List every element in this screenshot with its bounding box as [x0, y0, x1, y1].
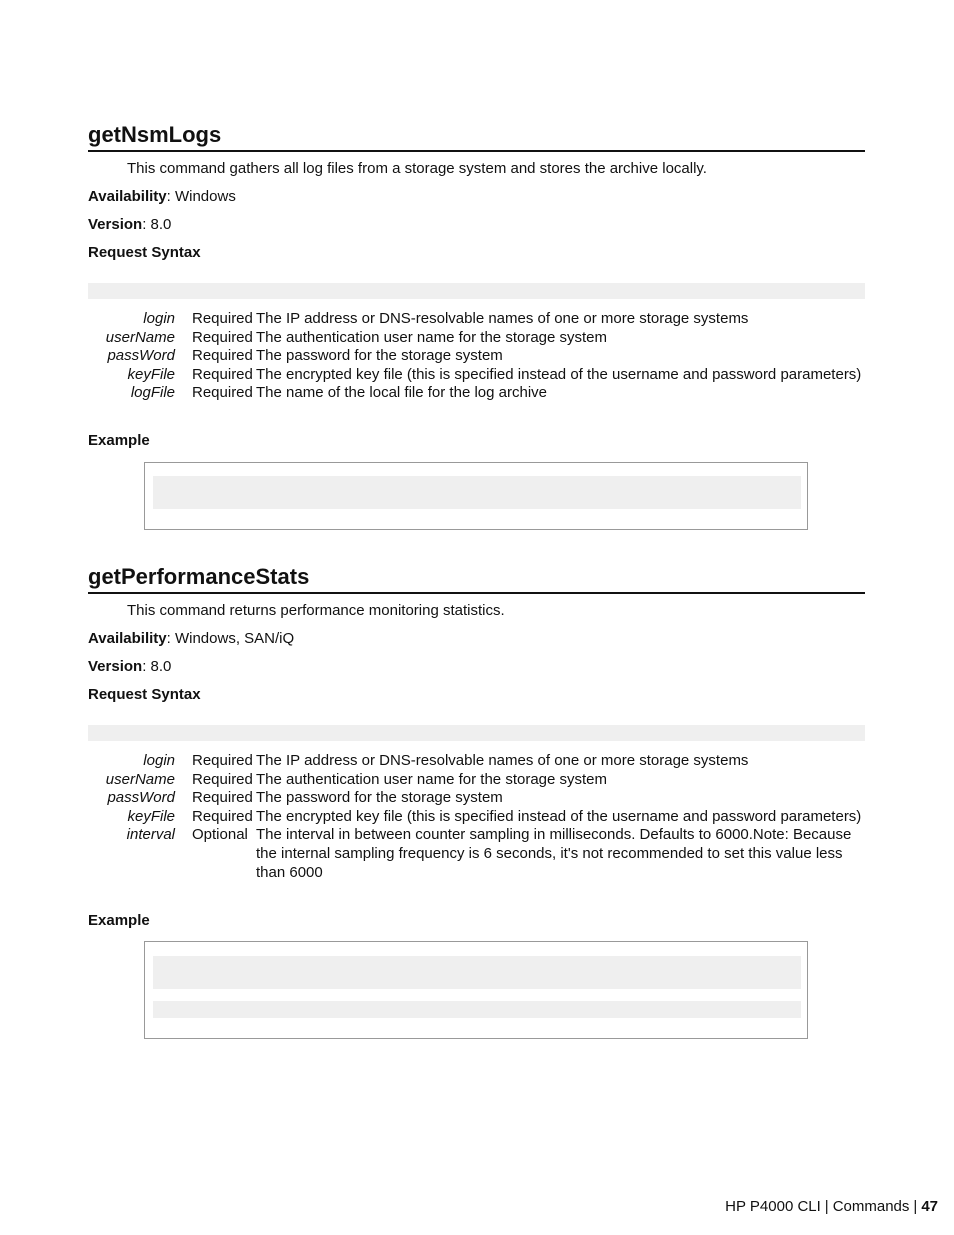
code-line	[153, 1001, 801, 1018]
parameter-name: passWord	[107, 347, 175, 365]
section-title: getPerformanceStats	[88, 563, 865, 594]
parameter-requirement: Required	[192, 310, 253, 327]
parameter-table	[88, 310, 865, 403]
parameter-description: The encrypted key file (this is specified instead of the username and password parameters)	[256, 807, 862, 825]
parameter-row	[88, 384, 865, 403]
parameter-row	[88, 310, 865, 329]
parameter-name: passWord	[107, 789, 175, 807]
parameter-description: The encrypted key file (this is specified instead of the username and password parameters)	[256, 365, 862, 383]
parameter-description: The password for the storage system	[256, 789, 503, 807]
request-syntax-code	[88, 283, 865, 299]
parameter-description: The IP address or DNS-resolvable names of one or more storage systems	[256, 752, 749, 769]
footer-separator: |	[913, 1198, 918, 1215]
parameter-requirement: Required	[192, 807, 253, 825]
request-syntax-heading: Request Syntax	[88, 686, 201, 703]
parameter-description: The name of the local file for the log archive	[256, 384, 547, 402]
availability-label: Availability	[88, 630, 167, 647]
footer-separator: |	[824, 1198, 829, 1215]
example-heading: Example	[88, 432, 150, 449]
page-number: 47	[921, 1198, 938, 1215]
example-heading: Example	[88, 912, 150, 929]
parameter-name: keyFile	[127, 365, 175, 383]
version-label: Version	[88, 216, 143, 233]
parameter-name: keyFile	[127, 807, 175, 825]
parameter-requirement: Required	[192, 752, 253, 769]
code-line	[153, 476, 801, 509]
section-description: This command gathers all log files from a storage system and stores the archive locally.	[127, 160, 707, 177]
parameter-table	[88, 752, 865, 882]
parameter-requirement: Required	[192, 365, 253, 383]
parameter-name: login	[143, 310, 175, 327]
parameter-description: The interval in between counter sampling in milliseconds. Defaults to 6000.Note: Because the internal sampling frequency is 6 seconds, it's not recommended to set this value less than 6000	[256, 826, 852, 881]
parameter-requirement: Required	[192, 789, 253, 807]
code-line	[153, 956, 801, 989]
version-value: : 8.0	[142, 658, 172, 675]
parameter-description: The authentication user name for the storage system	[256, 328, 608, 346]
parameter-description: The password for the storage system	[256, 347, 503, 365]
section-description: This command returns performance monitoring statistics.	[127, 602, 505, 619]
parameter-name: logFile	[130, 384, 175, 402]
parameter-description: The authentication user name for the storage system	[256, 770, 608, 788]
example-code-box	[144, 941, 808, 1039]
parameter-row	[88, 771, 865, 790]
availability-value: : Windows	[166, 188, 236, 205]
example-code-box	[144, 462, 808, 530]
parameter-row	[88, 347, 865, 366]
parameter-name: login	[143, 752, 175, 769]
version-value: : 8.0	[142, 216, 172, 233]
parameter-requirement: Required	[192, 770, 253, 788]
parameter-name: interval	[126, 826, 175, 844]
parameter-row	[88, 826, 865, 882]
parameter-description: The IP address or DNS-resolvable names of one or more storage systems	[256, 310, 749, 327]
availability-line	[88, 188, 236, 206]
version-line	[88, 216, 171, 234]
availability-line	[88, 630, 294, 648]
parameter-requirement: Required	[192, 384, 253, 402]
parameter-name: userName	[105, 770, 175, 788]
section-title: getNsmLogs	[88, 121, 865, 152]
page-footer	[725, 1197, 938, 1217]
version-label: Version	[88, 658, 143, 675]
parameter-requirement: Required	[192, 328, 253, 346]
availability-label: Availability	[88, 188, 167, 205]
availability-value: : Windows, SAN/iQ	[166, 630, 295, 647]
parameter-row	[88, 366, 865, 385]
parameter-row	[88, 329, 865, 348]
parameter-requirement: Required	[192, 347, 253, 365]
version-line	[88, 658, 171, 676]
parameter-row	[88, 752, 865, 771]
request-syntax-code	[88, 725, 865, 741]
parameter-requirement: Optional	[192, 826, 248, 844]
request-syntax-heading: Request Syntax	[88, 244, 201, 261]
footer-chapter: Commands	[832, 1198, 910, 1215]
footer-doc-title: HP P4000 CLI	[725, 1198, 821, 1215]
parameter-row	[88, 789, 865, 808]
parameter-row	[88, 808, 865, 827]
parameter-name: userName	[105, 328, 175, 346]
